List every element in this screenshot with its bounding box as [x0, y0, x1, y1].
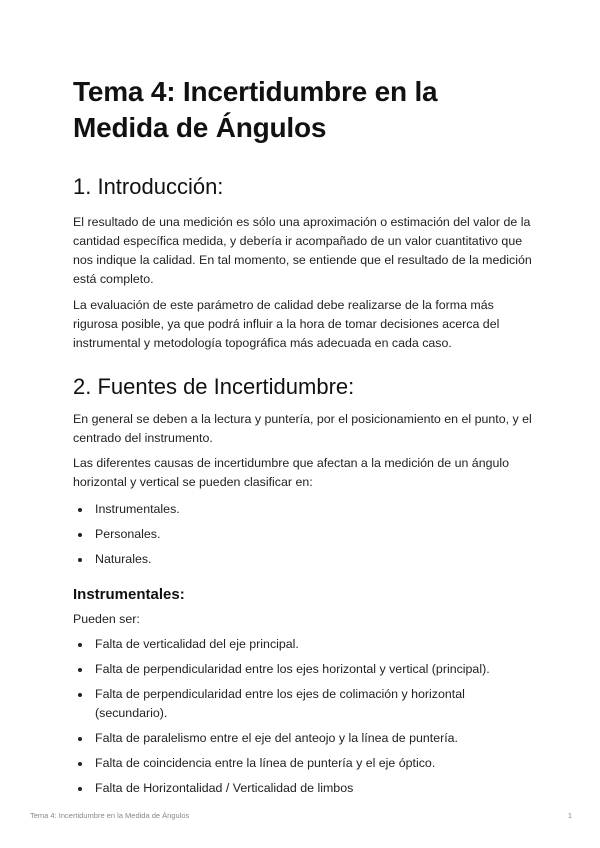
instrumental-errors-list — [73, 635, 533, 798]
causes-list — [73, 500, 533, 569]
list-item: Naturales. — [73, 550, 533, 569]
document-content — [73, 74, 533, 798]
paragraph-introduccion-2: La evaluación de este parámetro de calidad debe realizarse de la forma más rigurosa posible, ya que podrá influir a la hora de tomar decisiones acerca del instrumental y metodología topográfica más adecuada en cada caso. — [73, 298, 500, 350]
subsection-heading-instrumentales: Instrumentales: — [73, 586, 185, 603]
page-title: Tema 4: Incertidumbre en la Medida de Ángulos — [73, 76, 438, 143]
footer-document-title: Tema 4: Incertidumbre en la Medida de Ángulos — [30, 811, 190, 820]
list-item: Personales. — [73, 525, 533, 544]
paragraph-fuentes-2: Las diferentes causas de incertidumbre que afectan a la medición de un ángulo horizontal y vertical se pueden clasificar en: — [73, 456, 510, 489]
paragraph-fuentes-1: En general se deben a la lectura y puntería, por el posicionamiento en el punto, y el centrado del instrumento. — [73, 412, 532, 445]
list-item: Falta de paralelismo entre el eje del anteojo y la línea de puntería. — [73, 729, 533, 748]
list-item: Instrumentales. — [73, 500, 533, 519]
list-item: Falta de perpendicularidad entre los ejes de colimación y horizontal (secundario). — [73, 685, 533, 723]
paragraph-introduccion-1: El resultado de una medición es sólo una aproximación o estimación del valor de la cantidad específica medida, y debería ir acompañado de un valor cuantitativo que nos indique la calidad. En tal momento, se entiende que el resultado de la medición está completo. — [73, 215, 532, 286]
section-heading-fuentes: 2. Fuentes de Incertidumbre: — [73, 374, 355, 399]
list-item: Falta de coincidencia entre la línea de puntería y el eje óptico. — [73, 754, 533, 773]
list-item: Falta de Horizontalidad / Verticalidad de limbos — [73, 779, 533, 798]
list-item: Falta de verticalidad del eje principal. — [73, 635, 533, 654]
section-heading-introduccion: 1. Introducción: — [73, 174, 224, 199]
footer-page-number: 1 — [567, 811, 572, 820]
list-item: Falta de perpendicularidad entre los ejes horizontal y vertical (principal). — [73, 660, 533, 679]
paragraph-instrumentales-intro: Pueden ser: — [73, 612, 140, 626]
